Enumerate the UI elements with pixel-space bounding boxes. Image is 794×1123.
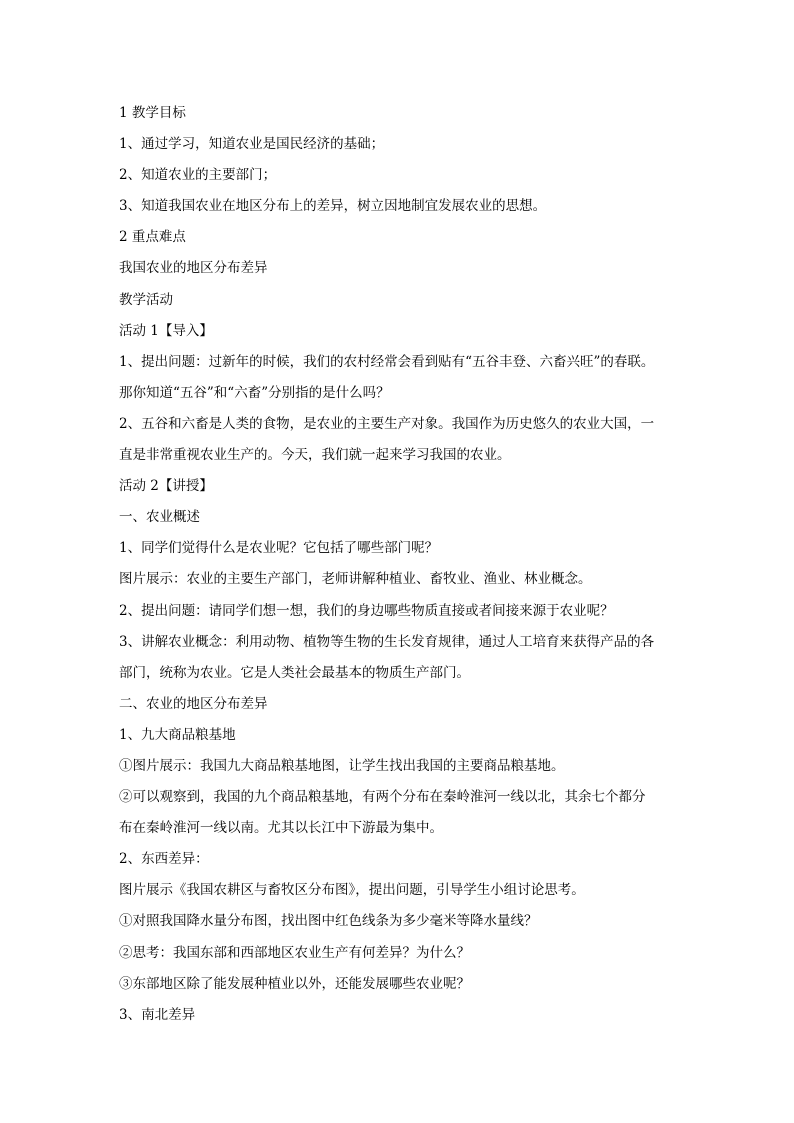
text-line: 那你知道“五谷”和“六畜”分别指的是什么吗？ bbox=[119, 384, 390, 401]
text-line: ①图片展示：我国九大商品粮基地图，让学生找出我国的主要商品粮基地。 bbox=[119, 757, 565, 774]
section-heading-objectives: 1 教学目标 bbox=[119, 105, 186, 121]
subsection-heading: 一、农业概述 bbox=[119, 509, 200, 526]
text-line: ②思考：我国东部和西部地区农业生产有何差异？为什么？ bbox=[119, 944, 470, 961]
text-line: 3、讲解农业概念：利用动物、植物等生物的生长发育规律，通过人工培育来获得产品的各 bbox=[119, 633, 655, 650]
text-line: 3、知道我国农业在地区分布上的差异，树立因地制宜发展农业的思想。 bbox=[119, 198, 547, 215]
text-line: ②可以观察到，我国的九个商品粮基地，有两个分布在秦岭淮河一线以北，其余七个都分 bbox=[119, 789, 646, 806]
text-line: 1、提出问题：过新年的时候，我们的农村经常会看到贴有“五谷丰登、六畜兴旺”的春联。 bbox=[119, 353, 655, 370]
text-line: 直是非常重视农业生产的。今天，我们就一起来学习我国的农业。 bbox=[119, 447, 511, 464]
text-line: 2、提出问题：请同学们想一想，我们的身边哪些物质直接或者间接来源于农业呢？ bbox=[119, 602, 614, 619]
text-line: 2、五谷和六畜是人类的食物，是农业的主要生产对象。我国作为历史悠久的农业大国，一 bbox=[119, 415, 655, 432]
text-line: 1、九大商品粮基地 bbox=[119, 726, 236, 743]
section-heading-activities: 教学活动 bbox=[119, 291, 173, 308]
text-line: ①对照我国降水量分布图，找出图中红色线条为多少毫米等降水量线？ bbox=[119, 913, 538, 930]
text-line: 图片展示《我国农耕区与畜牧区分布图》，提出问题，引导学生小组讨论思考。 bbox=[119, 882, 585, 899]
activity-heading: 活动 2【讲授】 bbox=[119, 478, 213, 495]
text-line: 1、同学们觉得什么是农业呢？它包括了哪些部门呢？ bbox=[119, 540, 439, 557]
text-line: 部门，统称为农业。它是人类社会最基本的物质生产部门。 bbox=[119, 664, 470, 681]
activity-heading: 活动 1【导入】 bbox=[119, 322, 213, 339]
document-body bbox=[119, 101, 679, 1034]
text-line: 布在秦岭淮河一线以南。尤其以长江中下游最为集中。 bbox=[119, 820, 443, 837]
text-line: 图片展示：农业的主要生产部门，老师讲解种植业、畜牧业、渔业、林业概念。 bbox=[119, 571, 592, 588]
subsection-heading: 二、农业的地区分布差异 bbox=[119, 695, 268, 712]
text-line: 1、通过学习，知道农业是国民经济的基础； bbox=[119, 136, 385, 153]
text-line: 2、东西差异： bbox=[119, 851, 209, 868]
text-line: 3、南北差异 bbox=[119, 1006, 196, 1023]
text-line: 我国农业的地区分布差异 bbox=[119, 260, 268, 277]
text-line: 2、知道农业的主要部门； bbox=[119, 167, 277, 184]
text-line: ③东部地区除了能发展种植业以外，还能发展哪些农业呢？ bbox=[119, 975, 470, 992]
section-heading-key-points: 2 重点难点 bbox=[119, 229, 186, 246]
